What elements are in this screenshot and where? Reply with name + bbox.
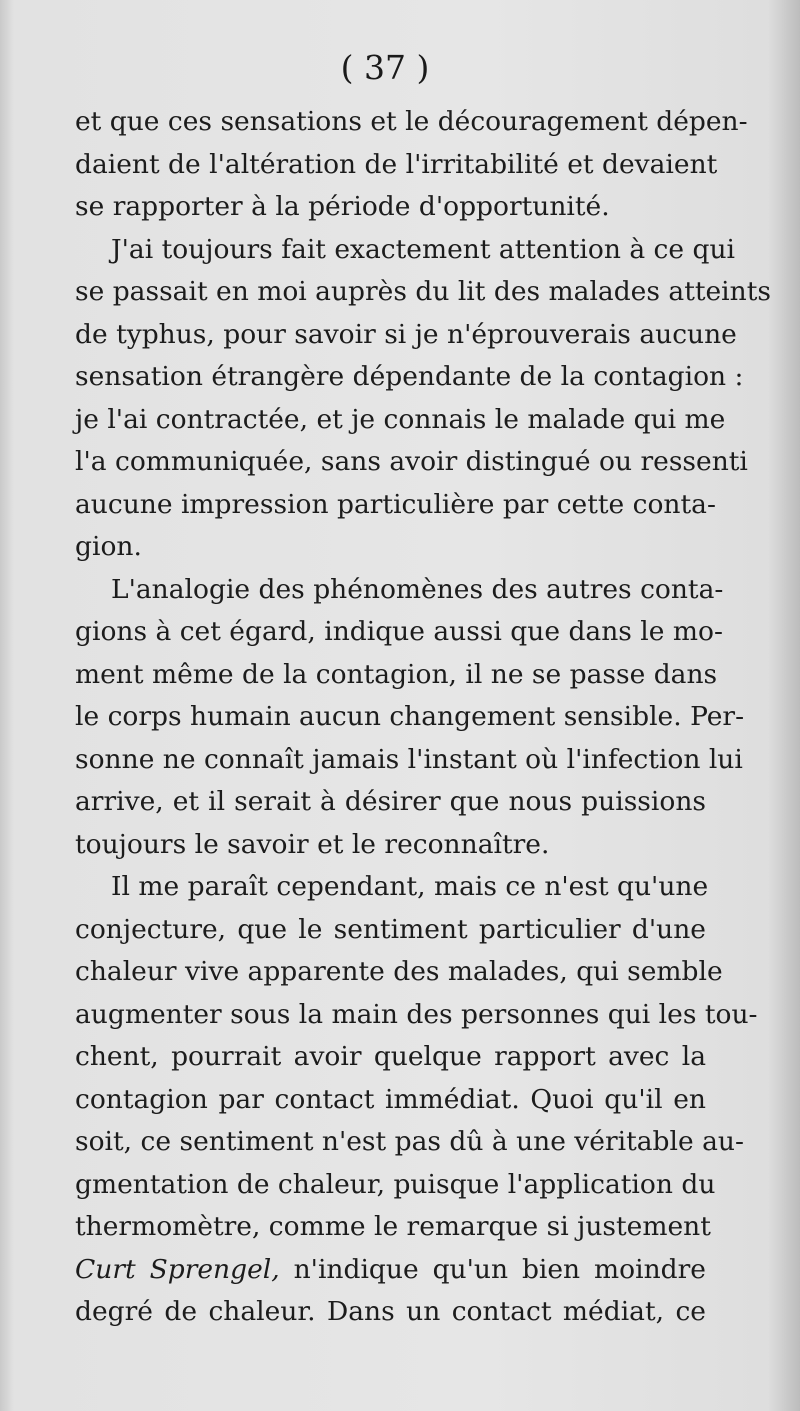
text-line: l'a communiquée, sans avoir distingué ou ressenti [75, 446, 748, 477]
page-number: ( 37 ) [340, 48, 430, 87]
text-line: le corps humain aucun changement sensible. Per- [75, 701, 745, 732]
text-line: se passait en moi auprès du lit des malades atteints [75, 276, 771, 307]
text-line: et que ces sensations et le découragement dépen- [75, 106, 748, 137]
text-line: de typhus, pour savoir si je n'éprouverais aucune [75, 318, 737, 350]
text-line: je l'ai contractée, et je connais le malade qui me [75, 403, 726, 435]
text-line: se rapporter à la période d'opportunité. [75, 191, 610, 222]
text-line: augmenter sous la main des personnes qui les tou- [75, 998, 758, 1030]
text-line: toujours le savoir et le reconnaître. [75, 828, 550, 860]
text-line: ment même de la contagion, il ne se passe dans [75, 658, 718, 690]
text-line: sonne ne connaît jamais l'instant où l'infection lui [75, 743, 743, 775]
text-line: Curt Sprengel, n'indique qu'un bien moindre [75, 1253, 706, 1285]
text-line: contagion par contact immédiat. Quoi qu'il en [75, 1083, 706, 1115]
text-line: aucune impression particulière par cette conta- [75, 488, 716, 520]
text-line: gions à cet égard, indique aussi que dans le mo- [75, 616, 723, 647]
text-line: degré de chaleur. Dans un contact médiat, ce [75, 1296, 706, 1327]
text-line: gmentation de chaleur, puisque l'application du [75, 1168, 716, 1200]
text-line: J'ai toujours fait exactement attention à ce qui [111, 233, 736, 265]
text-line: conjecture, que le sentiment particulier d'une [75, 913, 706, 945]
text-line: daient de l'altération de l'irritabilité et devaient [75, 148, 718, 180]
text-line: thermomètre, comme le remarque si justement [75, 1211, 711, 1242]
text-line: sensation étrangère dépendante de la contagion : [75, 361, 744, 392]
text-line: arrive, et il serait à désirer que nous puissions [75, 786, 706, 817]
body-text [75, 101, 771, 1334]
text-line: chent, pourrait avoir quelque rapport avec la [75, 1041, 706, 1072]
text-line: chaleur vive apparente des malades, qui semble [75, 956, 723, 987]
text-line: gion. [75, 531, 142, 562]
text-line: L'analogie des phénomènes des autres conta- [111, 573, 724, 605]
text-line: Il me paraît cependant, mais ce n'est qu'une [111, 871, 709, 902]
text-line: soit, ce sentiment n'est pas dû à une véritable au- [75, 1126, 744, 1157]
